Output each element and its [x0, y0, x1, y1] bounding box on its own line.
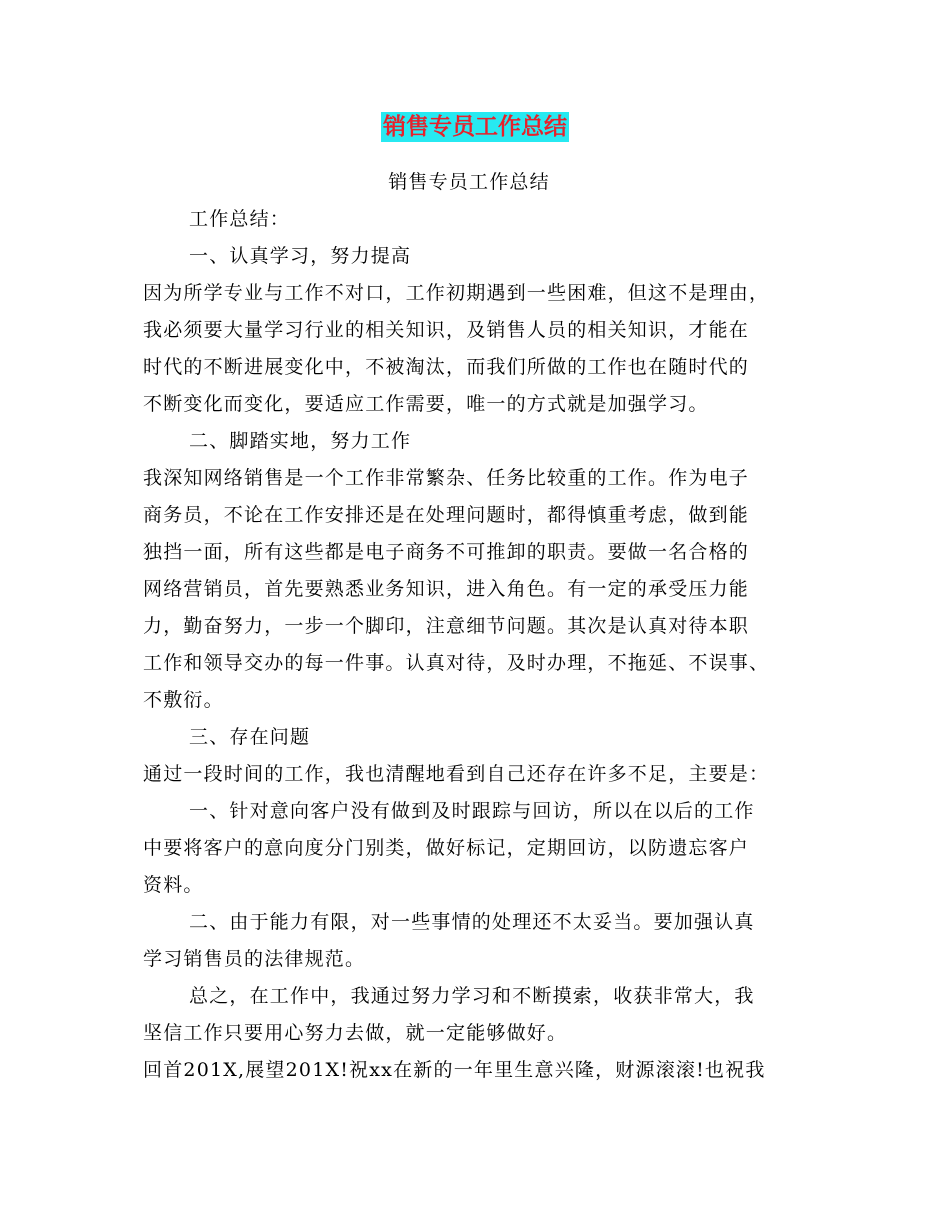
body-line: 因为所学专业与工作不对口，工作初期遇到一些困难，但这不是理由， — [143, 282, 770, 304]
body-line: 一、针对意向客户没有做到及时跟踪与回访，所以在以后的工作 — [189, 800, 755, 822]
body-line: 工作总结： — [189, 208, 291, 230]
body-line: 通过一段时间的工作，我也清醒地看到自己还存在许多不足，主要是： — [143, 763, 770, 785]
body-line: 二、由于能力有限，对一些事情的处理还不太妥当。要加强认真 — [189, 911, 755, 933]
body-line: 工作和领导交办的每一件事。认真对待，及时办理，不拖延、不误事、 — [143, 652, 770, 674]
body-line: 回首201X,展望201X!祝xx在新的一年里生意兴隆，财源滚滚!也祝我 — [143, 1059, 766, 1081]
body-line: 中要将客户的意向度分门别类，做好标记，定期回访，以防遗忘客户 — [143, 837, 750, 859]
body-line: 不断变化而变化，要适应工作需要，唯一的方式就是加强学习。 — [143, 393, 709, 415]
body-line: 商务员，不论在工作安排还是在处理问题时，都得慎重考虑，做到能 — [143, 504, 750, 526]
body-line: 三、存在问题 — [189, 726, 311, 748]
body-line: 总之，在工作中，我通过努力学习和不断摸索，收获非常大，我 — [189, 985, 755, 1007]
body-line: 时代的不断进展变化中，不被淘汰，而我们所做的工作也在随时代的 — [143, 356, 750, 378]
body-line: 网络营销员，首先要熟悉业务知识，进入角色。有一定的承受压力能 — [143, 578, 750, 600]
body-line: 独挡一面，所有这些都是电子商务不可推卸的职责。要做一名合格的 — [143, 541, 750, 563]
body-line: 二、脚踏实地，努力工作 — [189, 430, 412, 452]
body-line: 力，勤奋努力，一步一个脚印，注意细节问题。其次是认真对待本职 — [143, 615, 750, 637]
body-line: 一、认真学习，努力提高 — [189, 245, 412, 267]
document-body — [143, 164, 807, 1089]
body-line: 坚信工作只要用心努力去做，就一定能够做好。 — [143, 1022, 568, 1044]
title-area — [0, 112, 950, 142]
body-line: 我深知网络销售是一个工作非常繁杂、任务比较重的工作。作为电子 — [143, 467, 750, 489]
body-line: 我必须要大量学习行业的相关知识，及销售人员的相关知识，才能在 — [143, 319, 750, 341]
document-title: 销售专员工作总结 — [383, 114, 567, 140]
body-line: 学习销售员的法律规范。 — [143, 948, 366, 970]
document-subtitle: 销售专员工作总结 — [388, 171, 550, 193]
body-line: 不敷衍。 — [143, 689, 224, 711]
body-line: 资料。 — [143, 874, 204, 896]
